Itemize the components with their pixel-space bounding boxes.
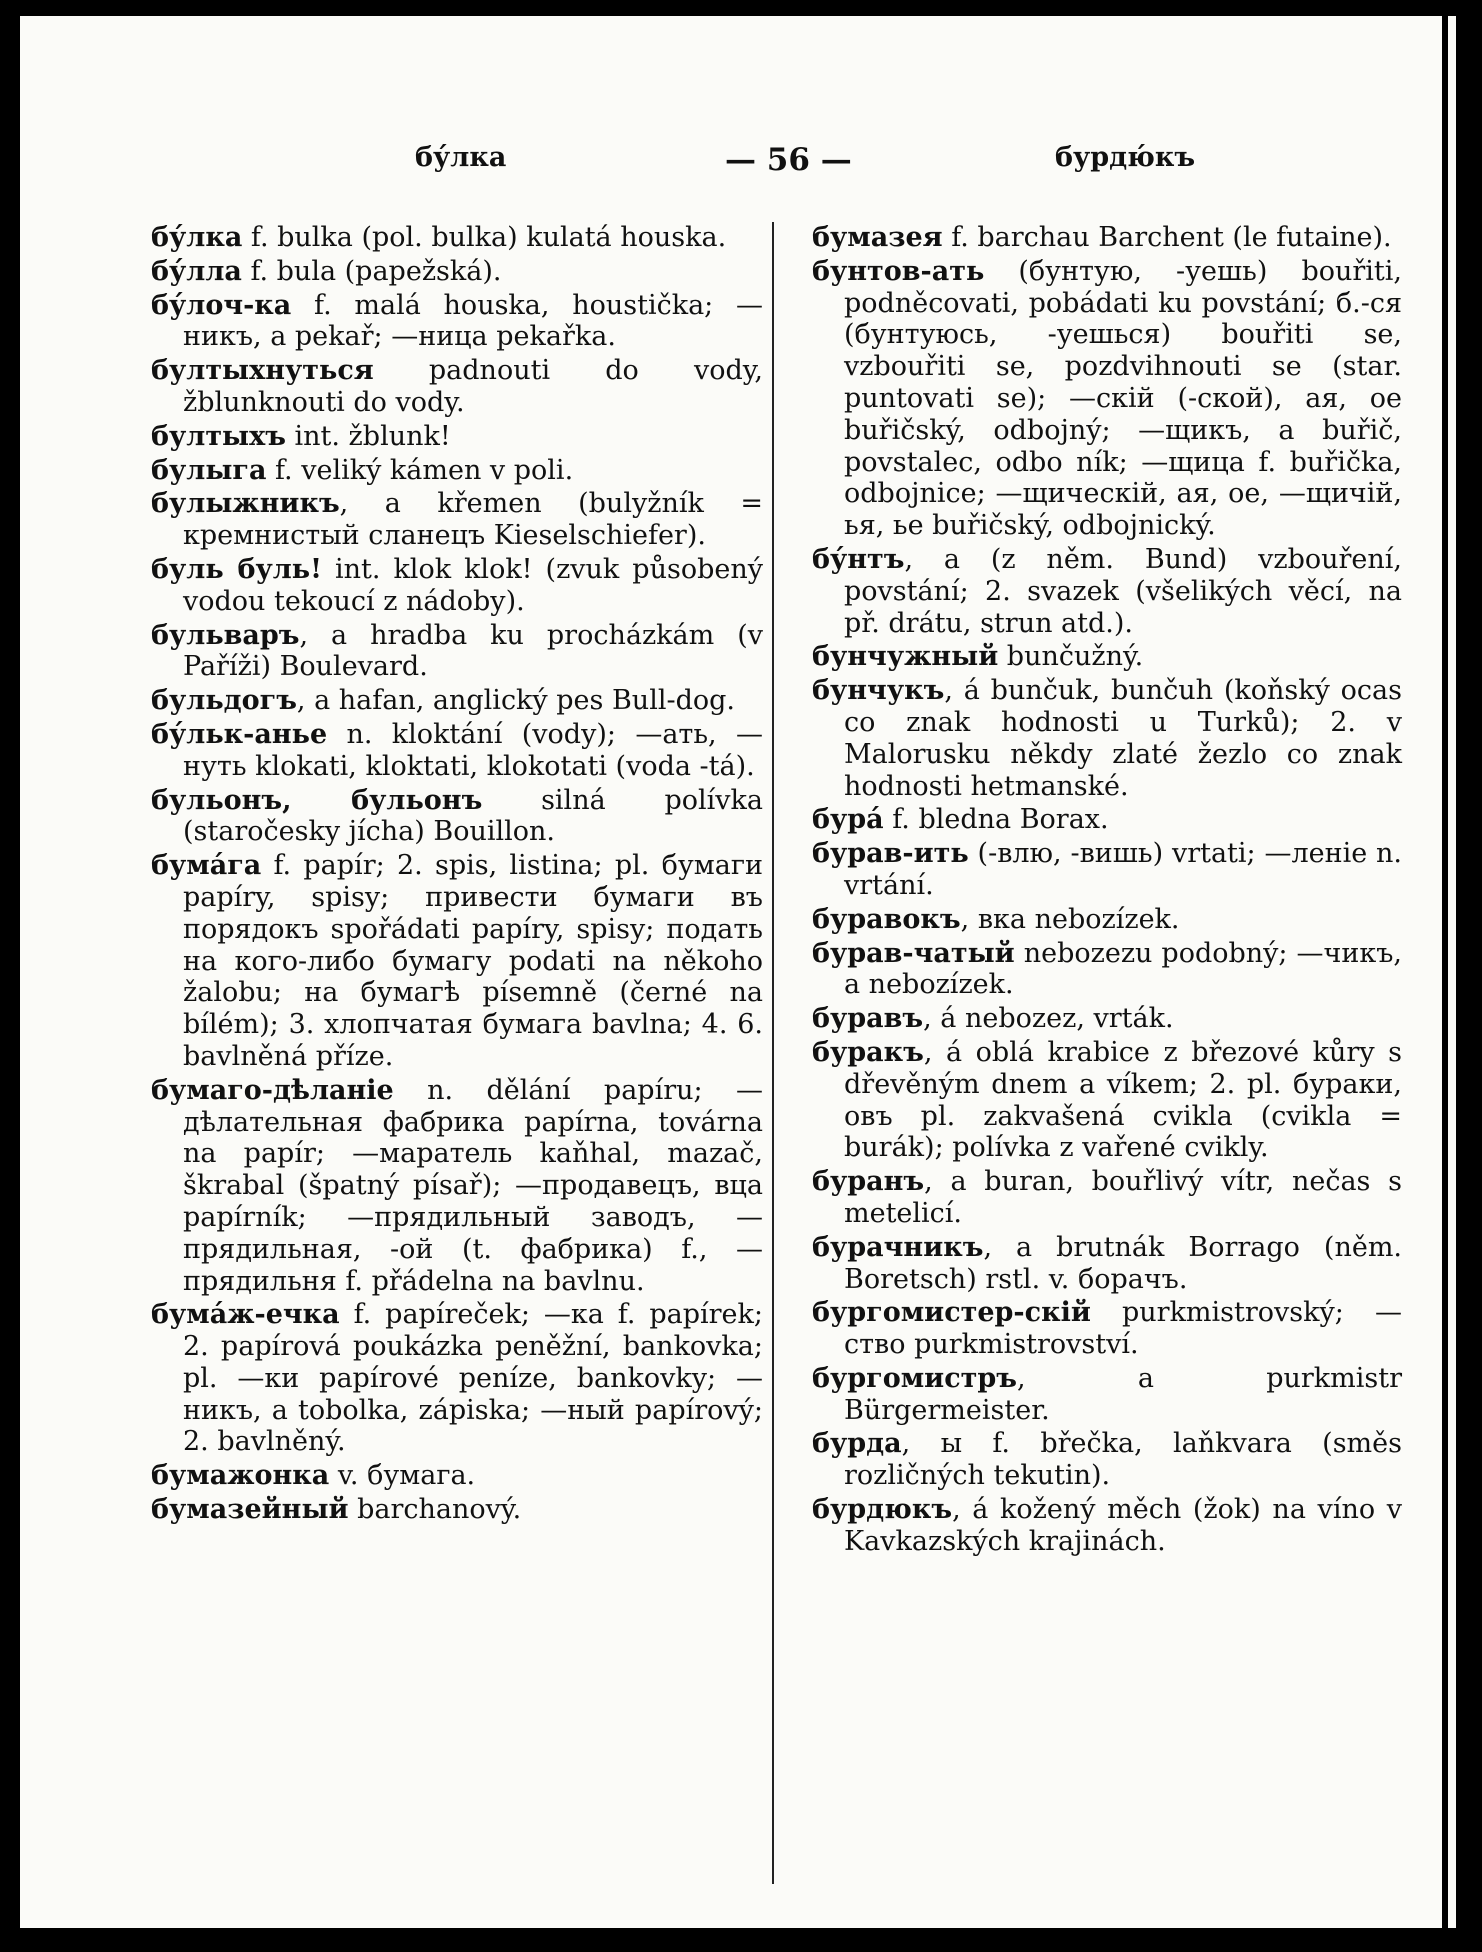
- entry-headword: буравокъ: [812, 903, 961, 935]
- entry-text: f. papíreček; —ка f. papírek; 2. papírová poukázka peněžní, bankovka; pl. —ки papírové peníze, bankovky; —никъ, a tobolka, zápiska; —ный papírový; 2. bavlněný.: [183, 1299, 763, 1458]
- dictionary-entry: [812, 1003, 1402, 1035]
- dictionary-entry: [812, 256, 1402, 542]
- dictionary-entry: [151, 290, 763, 354]
- entry-headword: бунчукъ: [812, 675, 945, 707]
- entry-headword: бумажонка: [151, 1460, 330, 1492]
- dictionary-entry: [812, 641, 1402, 673]
- entry-text: , á kožený měch (žok) na víno v Kavkazských krajinách.: [844, 1494, 1402, 1557]
- dictionary-entry: [151, 620, 763, 684]
- dictionary-entry: [151, 1299, 763, 1458]
- page-sheet: [20, 16, 1442, 1928]
- entry-headword: бургомистръ: [812, 1362, 1017, 1394]
- dictionary-entry: [151, 1494, 763, 1526]
- entry-headword: бурачникъ: [812, 1231, 984, 1263]
- entry-text: f. barchau Barchent (le futaine).: [942, 222, 1392, 253]
- page-number: — 56 —: [725, 142, 852, 178]
- entry-headword: бура́: [812, 804, 884, 836]
- dictionary-entry: [151, 355, 763, 419]
- dictionary-entry: [812, 1166, 1402, 1230]
- entry-headword: бумазейный: [151, 1494, 349, 1526]
- entry-text: f. bula (papežská).: [241, 255, 502, 287]
- entry-text: (-влю, -вишь) vrtati; —леніе n. vrtání.: [844, 838, 1402, 901]
- dictionary-entry: [151, 685, 763, 717]
- dictionary-entry: [812, 938, 1402, 1002]
- column-divider: [772, 222, 774, 1884]
- entry-headword: бу́льк-анье: [151, 718, 328, 750]
- entry-text: f. malá houska, houstička; —никъ, a pekař; —ница pekařka.: [183, 289, 763, 353]
- entry-headword: бу́лла: [151, 255, 242, 287]
- entry-headword: бултыхъ: [151, 420, 286, 452]
- entry-headword: бу́лка: [151, 222, 243, 253]
- entry-text: , вка nebozízek.: [960, 903, 1180, 935]
- entry-headword: бумазея: [812, 222, 943, 253]
- entry-headword: бултыхнуться: [151, 355, 374, 387]
- dictionary-entry: [812, 838, 1402, 902]
- entry-text: f. bulka (pol. bulka) kulatá houska.: [242, 222, 727, 253]
- page-header: [20, 142, 1442, 182]
- entry-headword: бульдогъ: [151, 685, 297, 717]
- dictionary-entry: [812, 1363, 1402, 1427]
- entry-headword: бумаго-дѣланіе: [151, 1074, 394, 1106]
- entry-text: int. žblunk!: [285, 420, 451, 452]
- entry-text: , ы f. břečka, laňkvara (směs rozličných tekutin).: [844, 1428, 1402, 1492]
- entry-text: f. bledna Borax.: [883, 804, 1109, 836]
- dictionary-entry: [812, 675, 1402, 802]
- dictionary-entry: [151, 719, 763, 783]
- entry-headword: буракъ: [812, 1036, 924, 1068]
- entry-headword: буль буль!: [151, 553, 322, 585]
- dictionary-entry: [812, 904, 1402, 936]
- entry-headword: бунтов-ать: [812, 255, 985, 287]
- page-edge: [1448, 16, 1456, 1928]
- dictionary-entry: [812, 1037, 1402, 1164]
- entry-headword: бульваръ: [151, 619, 300, 651]
- entry-text: (бунтую, -уешь) bouřiti, podněcovati, pobádati ku povstání; б.-ся (бунтуюсь, -уешься) bouřiti se, vzbouřiti se, pozdvihnouti se (star. puntovati se); —скій (-ской), ая, ое buřičský, odbojný; —щикъ, a buřič, povstalec, odbo ník; —щица f. buřička, odbojnice; —щическій, ая, ое, —щичій, ья, ье buřičský, odbojnický.: [844, 255, 1402, 542]
- entry-text: silná polívka (staročesky jícha) Bouillon.: [183, 784, 763, 848]
- dictionary-entry: [812, 222, 1402, 254]
- entry-headword: бу́нтъ: [812, 543, 905, 575]
- entry-text: bunčužný.: [998, 641, 1144, 673]
- entry-headword: бурда: [812, 1428, 902, 1460]
- entry-text: , a hafan, anglický pes Bull-dog.: [296, 685, 735, 717]
- entry-text: barchanový.: [348, 1494, 522, 1526]
- header-right-word: бурдю́къ: [1055, 142, 1196, 173]
- dictionary-entry: [812, 1297, 1402, 1361]
- dictionary-entry: [151, 455, 763, 487]
- entry-headword: буравъ: [812, 1003, 924, 1035]
- entry-text: , a hradba ku procházkám (v Paříži) Boulevard.: [183, 619, 763, 683]
- entry-headword: бурдюкъ: [812, 1494, 953, 1526]
- entry-text: f. veliký kámen v poli.: [266, 454, 574, 486]
- entry-text: n. kloktání (vody); —ать, —нуть klokati, kloktati, klokotati (voda -tá).: [183, 718, 763, 782]
- dictionary-entry: [812, 1232, 1402, 1296]
- entry-text: f. papír; 2. spis, listina; pl. бумаги papíry, spisy; привести бумаги въ порядокъ spořádati papíry, spisy; подать на кого-либо бумагу podati na někoho žalobu; на бумагѣ písemně (černé na bílém); 3. хлопчатая бумага bavlna; 4. 6. bavlněná příze.: [183, 850, 763, 1072]
- entry-headword: бургомистер-скій: [812, 1297, 1091, 1329]
- entry-headword: бульонъ, бульонъ: [151, 784, 483, 816]
- dictionary-entry: [151, 554, 763, 618]
- entry-text: , á oblá krabice z březové kůry s dřevěným dnem a víkem; 2. pl. бураки, овъ pl. zakvašená cvikla (cvikla = burák); polívka z vařené cvikly.: [844, 1036, 1402, 1164]
- entry-text: , á bunčuk, bunčuh (koňský ocas co znak hodnosti u Turků); 2. v Malorusku někdy zlaté žezlo co znak hodnosti hetmanské.: [844, 675, 1402, 802]
- left-column: [151, 222, 763, 1528]
- dictionary-entry: [812, 804, 1402, 836]
- dictionary-entry: [812, 1494, 1402, 1558]
- header-left-word: бу́лка: [415, 142, 507, 173]
- entry-headword: бума́га: [151, 850, 262, 882]
- entry-text: n. dělání papíru; —дѣлательная фабрика papírna, továrna na papír; —маратель kaňhal, mazač, škrabal (špatný písař); —продавецъ, вца papírník; —прядильный заводъ, —прядильная, -ой (t. фабрика) f., —прядильня f. přádelna na bavlnu.: [183, 1074, 763, 1297]
- entry-headword: булыга: [151, 454, 267, 486]
- entry-text: , a brutnák Borrago (něm. Boretsch) rstl. v. борачъ.: [844, 1231, 1402, 1295]
- entry-text: , a křemen (bulyžník = кремнистый сланецъ Kieselschiefer).: [183, 488, 763, 552]
- entry-headword: бу́лоч-ка: [151, 289, 292, 321]
- dictionary-entry: [151, 421, 763, 453]
- entry-text: v. бумага.: [329, 1460, 476, 1492]
- dictionary-entry: [151, 222, 763, 254]
- entry-headword: булыжникъ: [151, 488, 340, 520]
- dictionary-entry: [151, 488, 763, 552]
- dictionary-entry: [151, 1075, 763, 1298]
- entry-text: nebozezu podobný; —чикъ, a nebozízek.: [844, 937, 1402, 1001]
- dictionary-entry: [151, 785, 763, 849]
- entry-headword: бурав-чатый: [812, 937, 1015, 969]
- entry-text: , a purkmistr Bürgermeister.: [844, 1362, 1402, 1426]
- right-column: [812, 222, 1402, 1560]
- entry-headword: буранъ: [812, 1166, 925, 1198]
- entry-headword: бума́ж-ечка: [151, 1299, 340, 1331]
- entry-text: , á nebozez, vrták.: [923, 1003, 1174, 1035]
- entry-text: purkmistrovský; —ство purkmistrovství.: [844, 1297, 1402, 1361]
- dictionary-entry: [812, 544, 1402, 639]
- dictionary-entry: [151, 850, 763, 1073]
- entry-headword: бунчужный: [812, 641, 999, 673]
- entry-text: , a buran, bouřlivý vítr, nečas s metelicí.: [844, 1166, 1402, 1229]
- entry-text: , a (z něm. Bund) vzbouření, povstání; 2. svazek (všelikých věcí, na př. drátu, strun atd.).: [844, 543, 1402, 639]
- dictionary-entry: [151, 1460, 763, 1492]
- entry-text: padnouti do vody, žblunknouti do vody.: [183, 355, 763, 418]
- entry-headword: бурав-ить: [812, 838, 969, 870]
- entry-text: int. klok klok! (zvuk působený vodou tekoucí z nádoby).: [183, 553, 763, 617]
- dictionary-entry: [151, 256, 763, 288]
- dictionary-entry: [812, 1428, 1402, 1492]
